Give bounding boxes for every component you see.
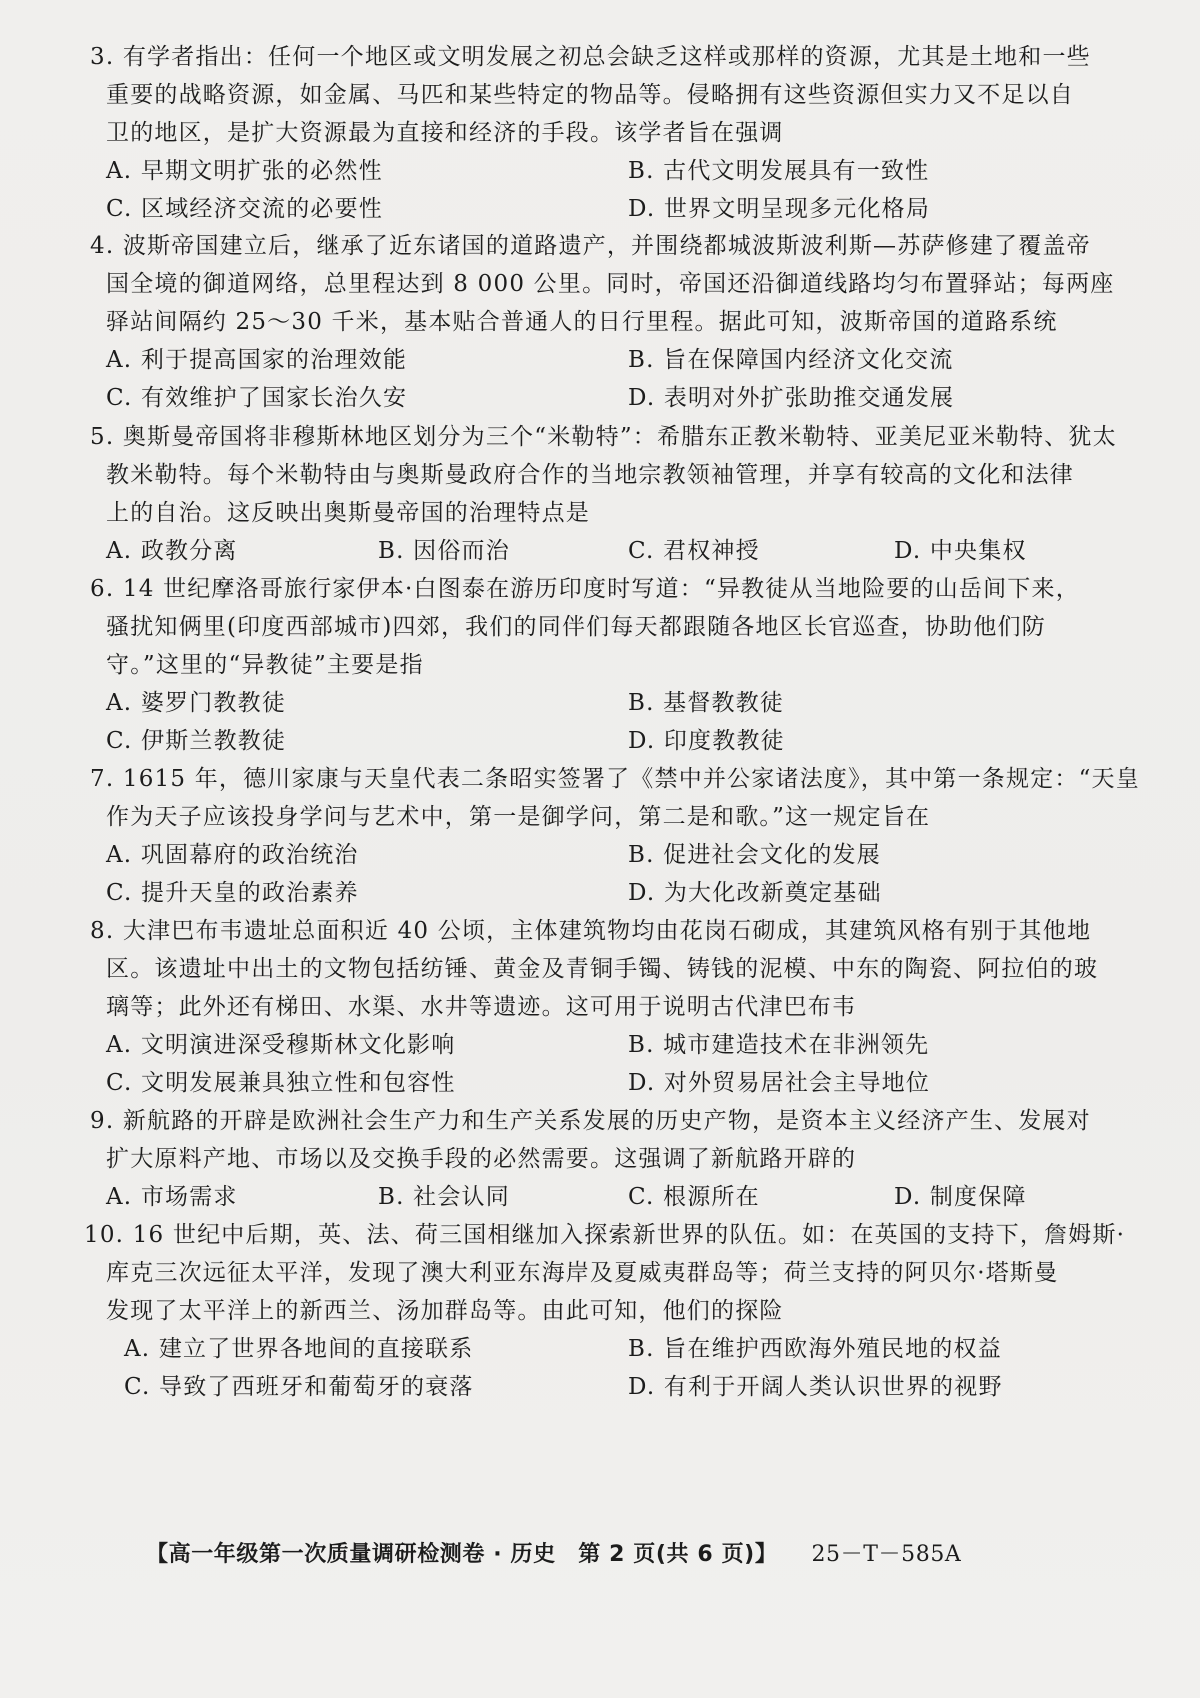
option-b: B. 基督教教徒: [628, 690, 785, 716]
option-row: [106, 874, 1106, 912]
option-b: B. 城市建造技术在非洲领先: [628, 1032, 930, 1058]
question-stem-line: 3. 有学者指出：任何一个地区或文明发展之初总会缺乏这样或那样的资源，尤其是土地和一些: [90, 44, 1091, 70]
option-row: [124, 1330, 1106, 1368]
option-row: [106, 1178, 1106, 1216]
question-3: [90, 38, 1106, 228]
question-stem-line: 卫的地区，是扩大资源最为直接和经济的手段。该学者旨在强调: [106, 120, 784, 146]
option-row: [106, 836, 1106, 874]
footer-title: 【高一年级第一次质量调研检测卷 · 历史 第 2 页(共 6 页)】: [146, 1542, 778, 1567]
option-d: D. 印度教教徒: [628, 728, 785, 754]
question-stem-line: 扩大原料产地、市场以及交换手段的必然需要。这强调了新航路开辟的: [106, 1146, 857, 1172]
question-stem-line: 作为天子应该投身学问与艺术中，第一是御学问，第二是和歌。”这一规定旨在: [106, 804, 931, 830]
option-row: [106, 532, 1106, 570]
option-d: D. 世界文明呈现多元化格局: [628, 196, 931, 222]
option-row: [106, 1026, 1106, 1064]
question-6: [90, 570, 1106, 760]
question-5: [90, 418, 1117, 570]
option-d: D. 中央集权: [894, 538, 1027, 564]
option-c: C. 导致了西班牙和葡萄牙的衰落: [124, 1374, 474, 1400]
question-9: [90, 1102, 1106, 1216]
option-a: A. 政教分离: [106, 538, 238, 564]
option-b: B. 旨在维护西欧海外殖民地的权益: [628, 1336, 1002, 1362]
option-row: [106, 341, 1106, 379]
question-stem-line: 库克三次远征太平洋，发现了澳大利亚东海岸及夏威夷群岛等；荷兰支持的阿贝尔·塔斯曼: [106, 1260, 1059, 1286]
option-d: D. 表明对外扩张助推交通发展: [628, 385, 955, 411]
question-7: [90, 760, 1140, 912]
page-footer: [146, 1537, 961, 1568]
question-stem-line: 璃等；此外还有梯田、水渠、水井等遗迹。这可用于说明古代津巴布韦: [106, 994, 857, 1020]
question-stem-line: 教米勒特。每个米勒特由与奥斯曼政府合作的当地宗教领袖管理，并享有较高的文化和法律: [106, 462, 1074, 488]
option-c: C. 区域经济交流的必要性: [106, 196, 384, 222]
question-stem-line: 4. 波斯帝国建立后，继承了近东诸国的道路遗产，并围绕都城波斯波利斯—苏萨修建了覆盖帝: [90, 233, 1091, 259]
question-stem-line: 5. 奥斯曼帝国将非穆斯林地区划分为三个“米勒特”：希腊东正教米勒特、亚美尼亚米勒特、犹太: [90, 424, 1117, 450]
option-c: C. 提升天皇的政治素养: [106, 880, 359, 906]
option-c: C. 伊斯兰教教徒: [106, 728, 287, 754]
option-c: C. 有效维护了国家长治久安: [106, 385, 408, 411]
option-d: D. 对外贸易居社会主导地位: [628, 1070, 931, 1096]
option-d: D. 制度保障: [894, 1184, 1027, 1210]
option-c: C. 文明发展兼具独立性和包容性: [106, 1070, 456, 1096]
question-stem-line: 区。该遗址中出土的文物包括纺锤、黄金及青铜手镯、铸钱的泥模、中东的陶瓷、阿拉伯的玻: [106, 956, 1099, 982]
option-a: A. 建立了世界各地间的直接联系: [124, 1336, 474, 1362]
option-row: [106, 152, 1106, 190]
question-stem-line: 7. 1615 年，德川家康与天皇代表二条昭实签署了《禁中并公家诸法度》，其中第一条规定：“天皇: [90, 766, 1140, 792]
option-b: B. 旨在保障国内经济文化交流: [628, 347, 954, 373]
option-b: B. 因俗而治: [378, 538, 510, 564]
question-stem-line: 上的自治。这反映出奥斯曼帝国的治理特点是: [106, 500, 590, 526]
question-8: [90, 912, 1106, 1102]
option-a: A. 利于提高国家的治理效能: [106, 347, 408, 373]
option-row: [106, 1064, 1106, 1102]
option-row: [106, 684, 1106, 722]
option-a: A. 婆罗门教教徒: [106, 690, 287, 716]
question-stem-line: 发现了太平洋上的新西兰、汤加群岛等。由此可知，他们的探险: [106, 1298, 784, 1324]
question-stem-line: 10. 16 世纪中后期，英、法、荷三国相继加入探索新世界的队伍。如：在英国的支持下，詹姆斯·: [84, 1222, 1126, 1248]
question-stem-line: 6. 14 世纪摩洛哥旅行家伊本·白图泰在游历印度时写道：“异教徒从当地险要的山岳间下来，: [90, 576, 1080, 602]
option-a: A. 市场需求: [106, 1184, 238, 1210]
option-b: B. 古代文明发展具有一致性: [628, 158, 930, 184]
option-row: [106, 379, 1106, 417]
question-4: [90, 227, 1115, 417]
question-stem-line: 守。”这里的“异教徒”主要是指: [106, 652, 424, 678]
option-d: D. 有利于开阔人类认识世界的视野: [628, 1374, 1003, 1400]
option-b: B. 促进社会文化的发展: [628, 842, 881, 868]
option-a: A. 巩固幕府的政治统治: [106, 842, 359, 868]
option-d: D. 为大化改新奠定基础: [628, 880, 882, 906]
question-10: [84, 1216, 1126, 1406]
option-row: [106, 190, 1106, 228]
question-stem-line: 国全境的御道网络，总里程达到 8 000 公里。同时，帝国还沿御道线路均匀布置驿站；每两座: [106, 271, 1115, 297]
option-row: [124, 1368, 1106, 1406]
option-a: A. 文明演进深受穆斯林文化影响: [106, 1032, 456, 1058]
question-stem-line: 骚扰知俩里(印度西部城市)四郊，我们的同伴们每天都跟随各地区长官巡查，协助他们防: [106, 614, 1046, 640]
option-a: A. 早期文明扩张的必然性: [106, 158, 383, 184]
option-c: C. 根源所在: [628, 1184, 760, 1210]
option-c: C. 君权神授: [628, 538, 760, 564]
option-b: B. 社会认同: [378, 1184, 510, 1210]
exam-code: 25－T－585A: [811, 1542, 962, 1567]
question-stem-line: 重要的战略资源，如金属、马匹和某些特定的物品等。侵略拥有这些资源但实力又不足以自: [106, 82, 1074, 108]
option-row: [106, 722, 1106, 760]
question-stem-line: 驿站间隔约 25～30 千米，基本贴合普通人的日行里程。据此可知，波斯帝国的道路系统: [106, 309, 1058, 335]
question-stem-line: 9. 新航路的开辟是欧洲社会生产力和生产关系发展的历史产物，是资本主义经济产生、发展对: [90, 1108, 1091, 1134]
question-stem-line: 8. 大津巴布韦遗址总面积近 40 公顷，主体建筑物均由花岗石砌成，其建筑风格有别于其他地: [90, 918, 1092, 944]
